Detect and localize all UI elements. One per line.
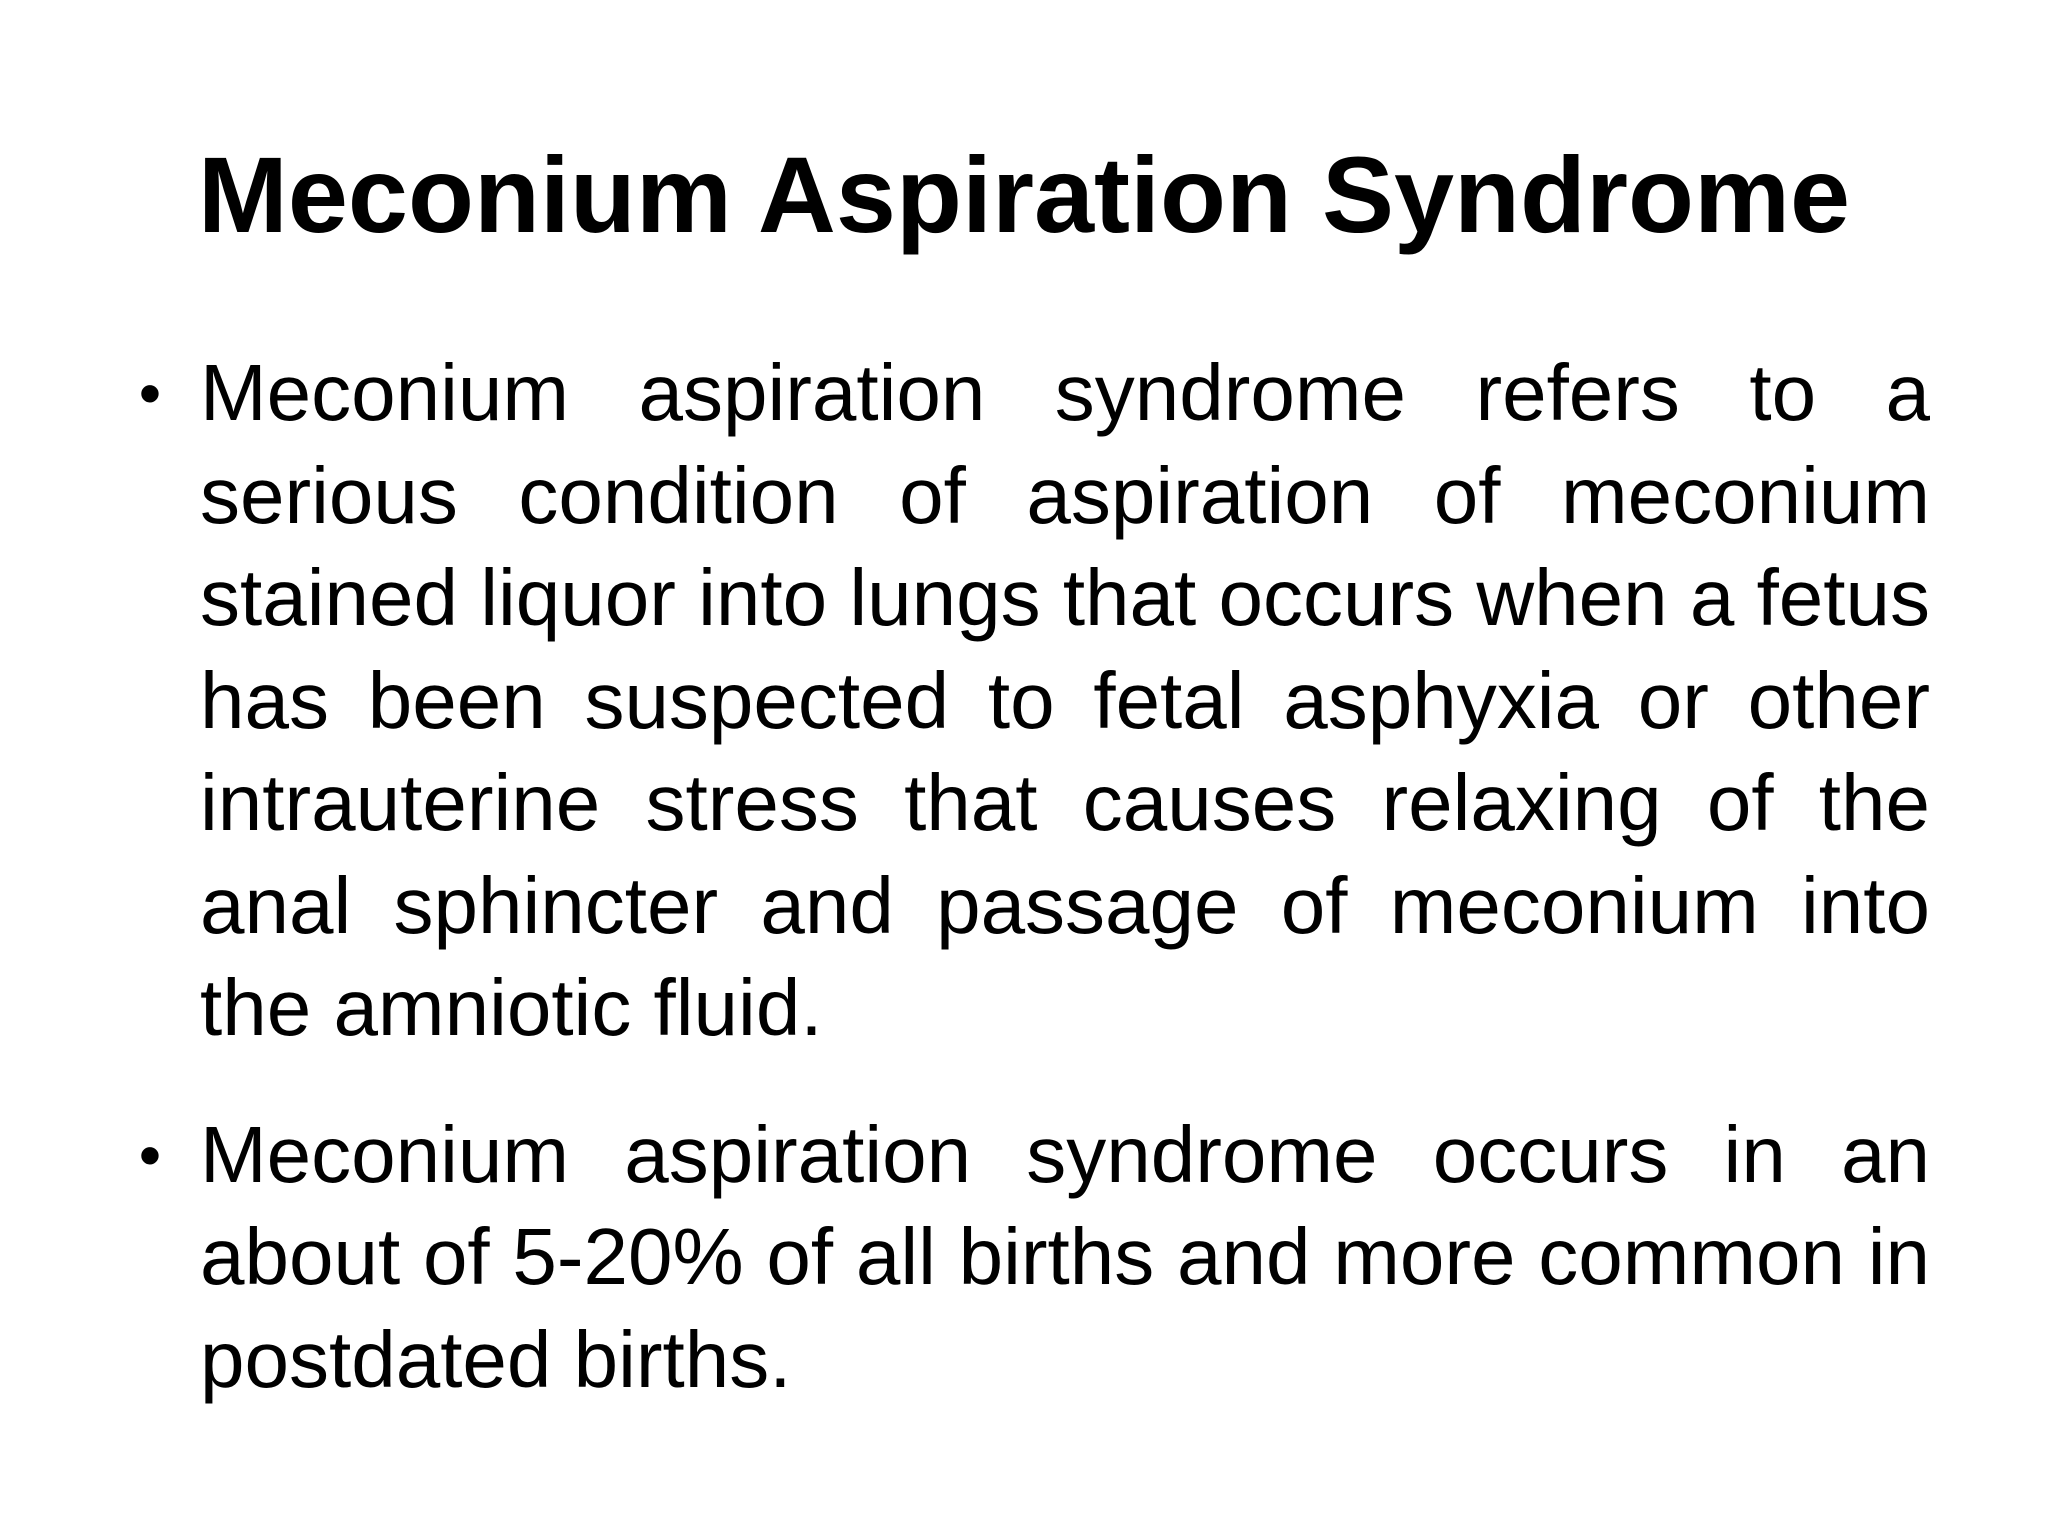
bullet-text: Meconium aspiration syndrome refers to a serious condition of aspiration of meconium stained liquor into lungs that occurs when a fetus has been suspected to fetal asphyxia or other intrauterine stress that causes relaxing of the anal sphincter and passage of meconium into the amniotic fluid.: [200, 348, 1930, 1052]
bullet-icon: •: [138, 357, 162, 429]
bullet-icon: •: [138, 1118, 162, 1191]
bullet-item: [120, 1104, 1930, 1412]
bullet-list: [120, 342, 1930, 1411]
bullet-item: [120, 342, 1930, 1060]
bullet-text: Meconium aspiration syndrome occurs in an about of 5-20% of all births and more common in postdated births.: [200, 1109, 1930, 1404]
slide-title: Meconium Aspiration Syndrome: [197, 134, 1851, 255]
